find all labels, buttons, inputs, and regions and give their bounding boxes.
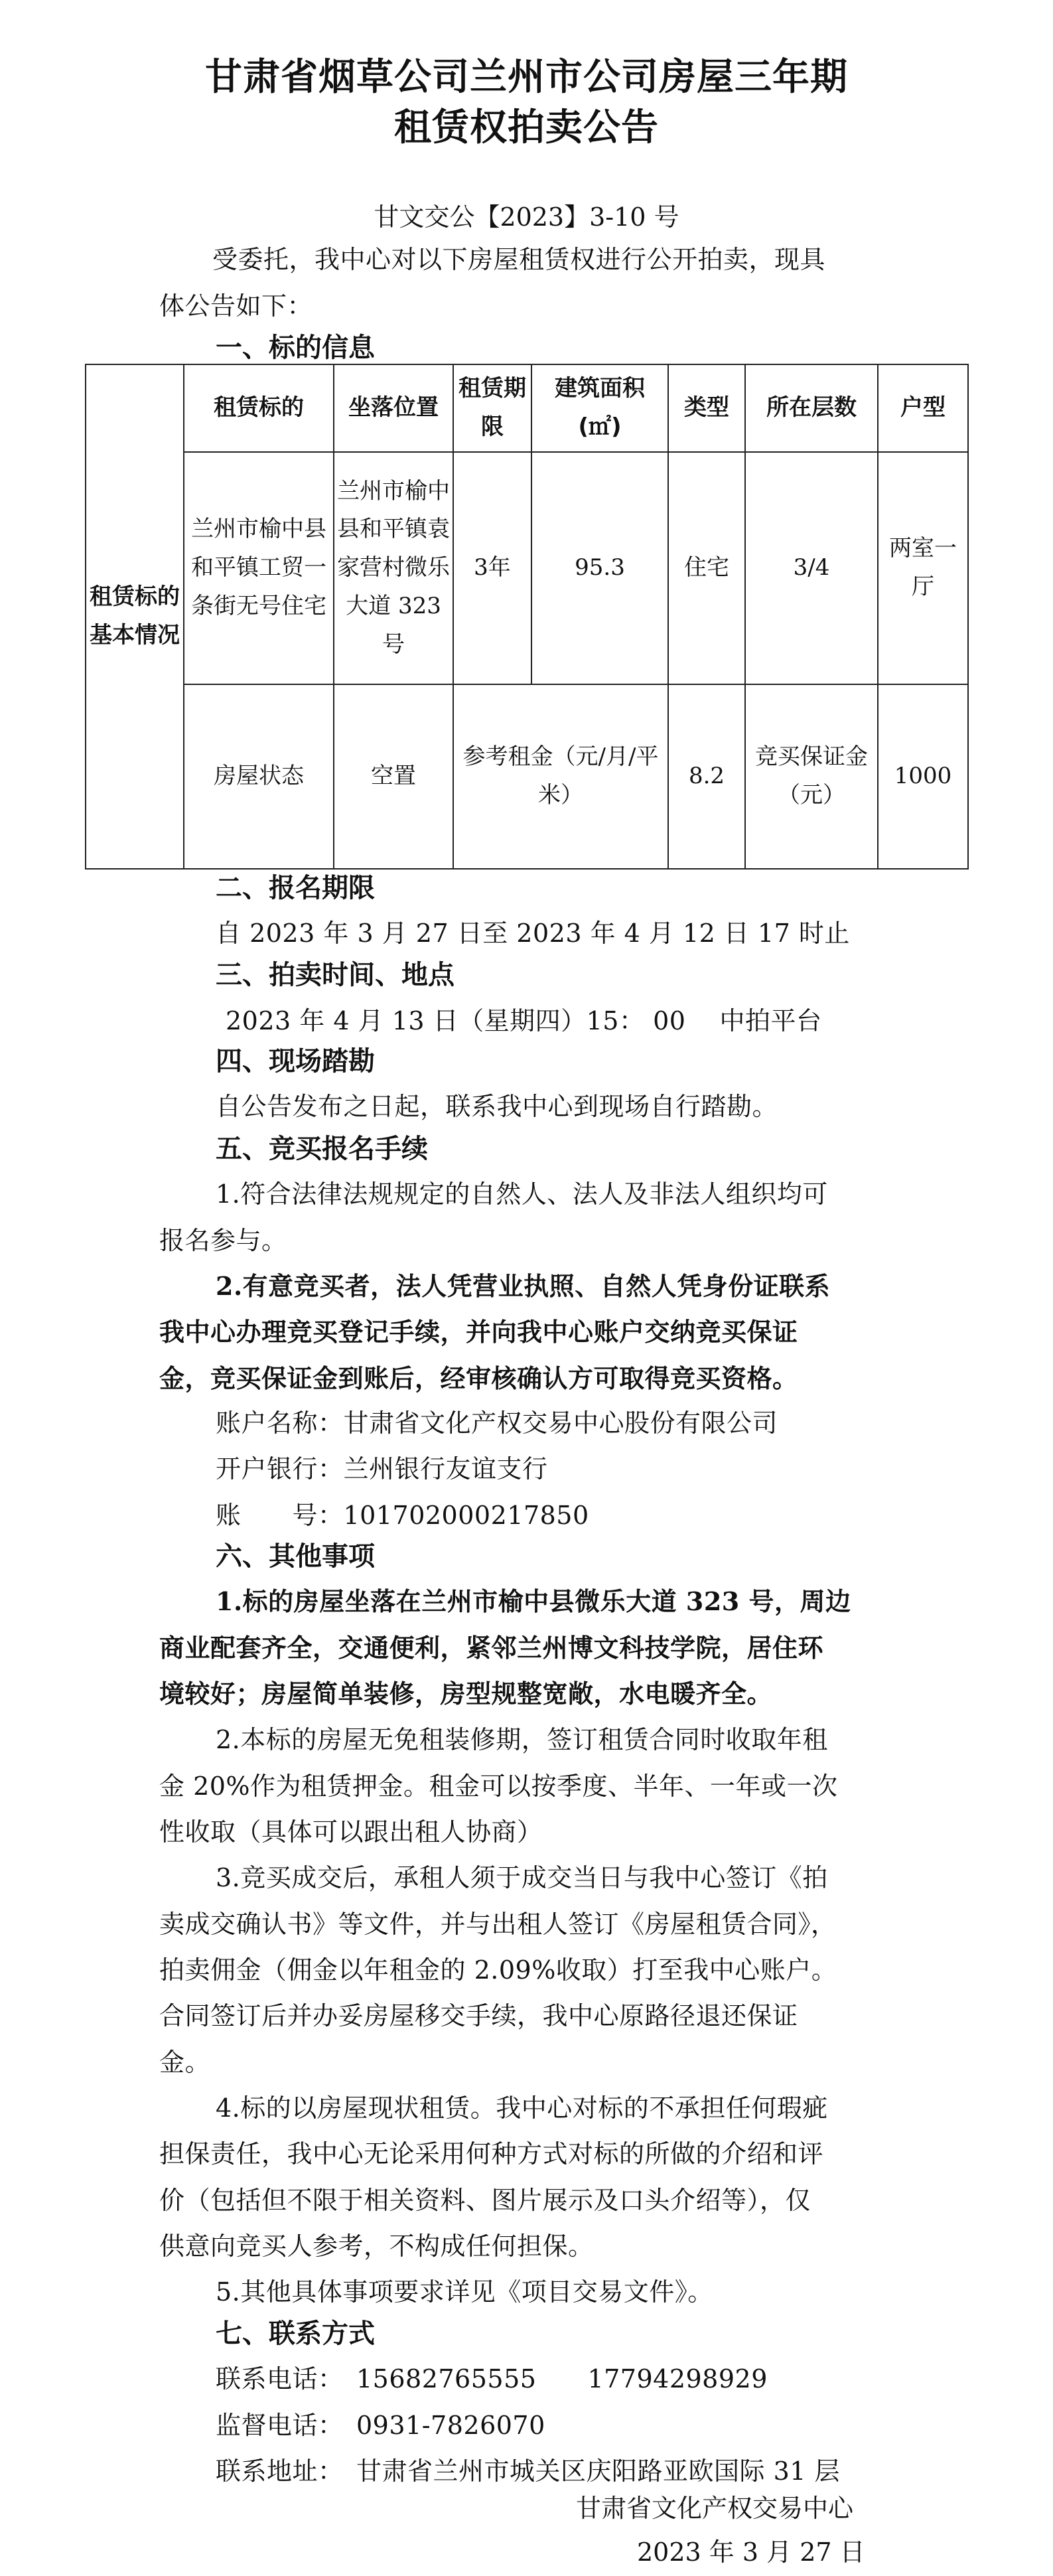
status-label: 房屋状态 <box>184 684 334 869</box>
header-floor: 所在层数 <box>745 364 878 452</box>
s5-p1-line-2: 报名参与。 <box>159 1226 287 1255</box>
section-heading-5: 五、竞买报名手续 <box>216 1134 428 1164</box>
target-info-table <box>85 364 969 870</box>
s6-p3-line-4: 合同签订后并办妥房屋移交手续，我中心原路径退还保证 <box>159 2001 798 2030</box>
s6-p3-line-3: 拍卖佣金（佣金以年租金的 2.09%收取）打至我中心账户。 <box>159 1955 837 1985</box>
header-location: 坐落位置 <box>334 364 453 452</box>
s6-p2-line-2: 金 20%作为租赁押金。租金可以按季度、半年、一年或一次 <box>159 1772 838 1801</box>
rent-label: 参考租金（元/月/平米） <box>453 684 668 869</box>
s5-p2-line-3: 金，竞买保证金到账后，经审核确认方可取得竞买资格。 <box>159 1363 798 1393</box>
section-heading-7: 七、联系方式 <box>216 2318 375 2349</box>
header-type: 类型 <box>668 364 745 452</box>
auction-time-place: 2023 年 4 月 13 日（星期四）15： 00 中拍平台 <box>226 1006 822 1035</box>
s6-p4-line-3: 价（包括但不限于相关资料、图片展示及口头介绍等），仅 <box>159 2186 811 2215</box>
header-layout: 户型 <box>878 364 968 452</box>
cell-floor: 3/4 <box>745 452 878 684</box>
s6-p2-line-3: 性收取（具体可以跟出租人协商） <box>159 1817 543 1847</box>
s6-p3-line-5: 金。 <box>159 2048 211 2077</box>
status-value: 空置 <box>334 684 453 869</box>
s6-p3-line-1: 3.竞买成交后，承租人须于成交当日与我中心签订《拍 <box>216 1863 828 1892</box>
table-row-header: 租赁标的基本情况 <box>86 364 184 869</box>
cell-area: 95.3 <box>531 452 668 684</box>
intro-line-2: 体公告如下： <box>159 291 313 321</box>
account-number: 账 号：101702000217850 <box>216 1501 589 1530</box>
s6-p1-line-3: 境较好；房屋简单装修，房型规整宽敞，水电暖齐全。 <box>159 1679 773 1708</box>
header-target: 租赁标的 <box>184 364 334 452</box>
deposit-label: 竞买保证金（元） <box>745 684 878 869</box>
cell-term: 3年 <box>453 452 531 684</box>
section-heading-2: 二、报名期限 <box>216 873 375 903</box>
section-heading-1: 一、标的信息 <box>216 333 375 363</box>
registration-period: 自 2023 年 3 月 27 日至 2023 年 4 月 12 日 17 时止 <box>216 919 850 948</box>
s5-p2-line-1: 2.有意竞买者，法人凭营业执照、自然人凭身份证联系 <box>216 1271 831 1301</box>
intro-line-1: 受委托，我中心对以下房屋租赁权进行公开拍卖，现具 <box>212 245 826 274</box>
s5-p1-line-1: 1.符合法律法规规定的自然人、法人及非法人组织均可 <box>216 1179 828 1209</box>
cell-layout: 两室一厅 <box>878 452 968 684</box>
contact-address: 联系地址： 甘肃省兰州市城关区庆阳路亚欧国际 31 层 <box>216 2457 841 2486</box>
section-heading-4: 四、现场踏勘 <box>216 1046 375 1077</box>
rent-value: 8.2 <box>668 684 745 869</box>
site-inspection: 自公告发布之日起，联系我中心到现场自行踏勘。 <box>216 1092 778 1121</box>
cell-target: 兰州市榆中县和平镇工贸一条街无号住宅 <box>184 452 334 684</box>
signature-date: 2023 年 3 月 27 日 <box>637 2538 865 2567</box>
cell-location: 兰州市榆中县和平镇袁家营村微乐大道 323 号 <box>334 452 453 684</box>
header-area: 建筑面积(㎡) <box>531 364 668 452</box>
s6-p5-line-1: 5.其他具体事项要求详见《项目交易文件》。 <box>216 2277 713 2307</box>
s6-p1-line-2: 商业配套齐全，交通便利，紧邻兰州博文科技学院，居住环 <box>159 1633 824 1663</box>
s6-p1-line-1: 1.标的房屋坐落在兰州市榆中县微乐大道 323 号，周边 <box>216 1586 851 1616</box>
s6-p4-line-4: 供意向竞买人参考，不构成任何担保。 <box>159 2232 594 2261</box>
deposit-value: 1000 <box>878 684 968 869</box>
s6-p3-line-2: 卖成交确认书》等文件，并与出租人签订《房屋租赁合同》， <box>159 1910 837 1939</box>
account-name: 账户名称：甘肃省文化产权交易中心股份有限公司 <box>216 1408 778 1438</box>
contact-phone: 联系电话： 15682765555 17794298929 <box>216 2364 768 2393</box>
title-line-2: 租赁权拍卖公告 <box>394 106 659 149</box>
supervision-phone: 监督电话： 0931-7826070 <box>216 2411 545 2440</box>
section-heading-3: 三、拍卖时间、地点 <box>216 960 455 990</box>
s6-p2-line-1: 2.本标的房屋无免租装修期，签订租赁合同时收取年租 <box>216 1725 828 1754</box>
cell-type: 住宅 <box>668 452 745 684</box>
s6-p4-line-1: 4.标的以房屋现状租赁。我中心对标的不承担任何瑕疵 <box>216 2093 828 2123</box>
header-term: 租赁期限 <box>453 364 531 452</box>
signature-org: 甘肃省文化产权交易中心 <box>576 2494 854 2523</box>
bank-name: 开户银行：兰州银行友谊支行 <box>216 1454 548 1483</box>
title-line-1: 甘肃省烟草公司兰州市公司房屋三年期 <box>205 56 848 99</box>
s6-p4-line-2: 担保责任，我中心无论采用何种方式对标的所做的介绍和评 <box>159 2139 824 2168</box>
section-heading-6: 六、其他事项 <box>216 1541 375 1572</box>
doc-number: 甘文交公【2023】3-10 号 <box>374 202 679 232</box>
s5-p2-line-2: 我中心办理竞买登记手续，并向我中心账户交纳竞买保证 <box>159 1317 798 1347</box>
